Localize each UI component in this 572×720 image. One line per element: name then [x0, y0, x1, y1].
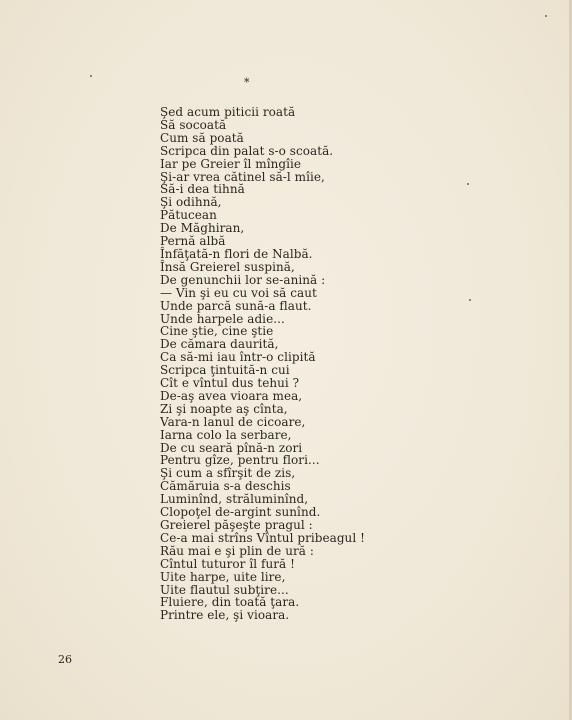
poem-line: Uite harpe, uite lire, — [160, 569, 286, 584]
poem-line: Ce-a mai strîns Vîntul pribeagul ! — [160, 530, 365, 545]
poem-line: Să-i dea tihnă — [160, 182, 245, 197]
paper-speck — [90, 75, 92, 77]
poem-line: Şed acum piticii roată — [160, 105, 296, 119]
poem-line: Cămăruia s-a deschis — [160, 479, 291, 494]
poem-line: Uite flautul subţire... — [160, 582, 289, 597]
poem-line: Luminînd, străluminînd, — [160, 492, 309, 507]
poem-line: Pătucean — [160, 208, 217, 223]
poem-line: Să socoată — [160, 117, 227, 132]
poem-line: Greierel păşeşte pragul : — [160, 518, 313, 532]
section-ornament: * — [244, 76, 250, 89]
poem-line: De Măghiran, — [160, 221, 245, 236]
poem-line: Cum să poată — [160, 130, 244, 145]
poem-line: Cît e vîntul dus tehui ? — [160, 376, 300, 391]
poem-line: Zi şi noapte aş cînta, — [160, 401, 288, 416]
poem-line: Şi-ar vrea cătinel să-l mîie, — [160, 169, 325, 184]
poem — [160, 106, 365, 622]
poem-line: De genunchii lor se-anină : — [160, 272, 326, 287]
poem-line: Printre ele, şi vioara. — [160, 608, 290, 623]
paper-speck — [469, 299, 471, 301]
poem-line: Clopoţel de-argint sunînd. — [160, 505, 321, 520]
poem-line: Iar pe Greier îl mîngîie — [160, 156, 302, 171]
poem-line: Cine ştie, cine ştie — [160, 324, 274, 339]
poem-line: De cămara daurită, — [160, 337, 279, 352]
poem-line: Pentru gîze, pentru flori... — [160, 453, 320, 468]
poem-line: Scripca ţintuită-n cui — [160, 363, 290, 378]
poem-line: Scripca din palat s-o scoată. — [160, 143, 334, 158]
poem-line: Şi odihnă, — [160, 195, 222, 210]
poem-line: Însă Greierel suspină, — [160, 259, 295, 274]
paper-speck — [545, 15, 547, 17]
poem-line: — Vin şi eu cu voi să caut — [160, 285, 317, 300]
poem-line: Unde parcă sună-a flaut. — [160, 298, 312, 313]
poem-line: De cu seară pînă-n zori — [160, 440, 303, 455]
poem-line: Şi cum a sfîrşit de zis, — [160, 466, 296, 481]
poem-line: Pernă albă — [160, 234, 226, 249]
poem-line: Înfăţată-n flori de Nalbă. — [160, 246, 313, 261]
poem-line: Fluiere, din toată ţara. — [160, 595, 300, 610]
poem-line: Cîntul tuturor îl fură ! — [160, 556, 295, 571]
poem-line: Vara-n lanul de cicoare, — [160, 414, 306, 429]
poem-line: De-aş avea vioara mea, — [160, 388, 303, 403]
paper-speck — [467, 183, 469, 185]
poem-line: Rău mai e şi plin de ură : — [160, 543, 314, 558]
poem-line: Iarna colo la serbare, — [160, 427, 292, 442]
poem-line: Unde harpele adie... — [160, 311, 285, 326]
poem-line: Ca să-mi iau într-o clipită — [160, 350, 316, 365]
page-number: 26 — [58, 653, 72, 666]
